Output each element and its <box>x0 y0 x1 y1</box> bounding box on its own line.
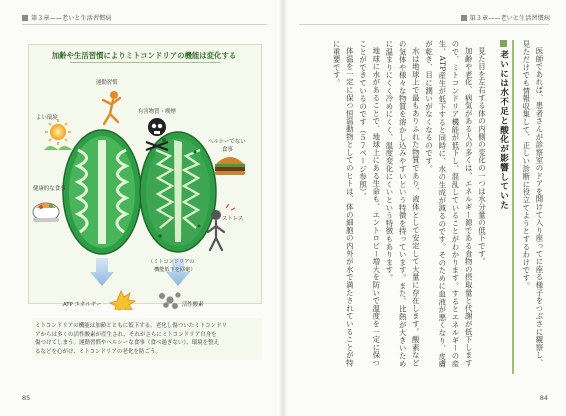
label-unhealthy-food-1: ヘルシーでない <box>208 139 246 145</box>
running-head-mark <box>461 15 467 21</box>
label-function-decline-1: （ミトコンドリアの <box>148 259 195 265</box>
atp-burst-icon <box>110 291 135 310</box>
page-number-left: 85 <box>22 394 31 402</box>
burger-icon <box>215 157 245 175</box>
label-stress: ストレス <box>222 216 244 222</box>
label-good-environment: よい環境 <box>36 115 58 121</box>
paragraph: 加齢や老化、病気がある人の多くは、エネルギー源である食物の摂取量と代謝が低下しますので、ミトコンドリア機能が低下し、混乱していることがわかります。するとエネルギーの産生、ATP産生が低下すると同時に、水の生成が減るのです。そのために血液が悪くなり、皮膚が乾き、目に潤いがなくなるのです。 <box>424 40 474 369</box>
label-healthy-diet: 健康的な食事 <box>33 186 66 192</box>
label-active-oxygen: 活性酸素 <box>182 302 204 308</box>
section-heading: 老いには水不足と酸化が影響していた <box>496 40 513 374</box>
paragraph: 水は地球上で最もありふれた物質であり、液体として安定して大量に存在します。酸素などの気体や様々な物質を溶かし込みやすいという特徴を持っています。また、比熱が大きいために温まりにくく冷めにくく、温度変化にくいという特徴もあります。 <box>384 40 421 368</box>
paragraph: 医師であれば、患者さんが診察室のドアを開けて入り座ってに座る様子をつぶさに観察し、見ただけでも情報収集して、正しい診断に役立てようとするわけです。 <box>521 40 544 368</box>
figure-caption <box>32 318 262 360</box>
label-unhealthy-food-2: 食事 <box>222 147 233 153</box>
mitochondria-diagram <box>0 0 283 310</box>
caption-line: ミトコンドリアの機能は加齢とともに低下する。老化し傷ついたミトコンドリ <box>35 323 228 329</box>
label-atp-energy: ATP エネルギー <box>63 302 102 308</box>
paragraph: 体温を一定に保つ恒温動物としてのヒトは、体の細胞の内外が水で満たされていることが特に重要です。 <box>332 40 355 368</box>
paragraph: 見た目を左右する体の内側の変化の一つは水分量の低下です。 <box>477 47 487 266</box>
header-rule <box>299 24 549 25</box>
label-function-decline-2: 機能低下を回避） <box>154 267 196 273</box>
atp-arrow <box>90 258 114 286</box>
label-harmful-substances: 有害物質・喫煙 <box>138 109 176 115</box>
right-page <box>283 0 566 416</box>
caption-line: アからは多くの活性酸素が産生され、それがさらにミトコンドリア自身を <box>35 331 217 338</box>
running-head-right: 第３章——老いと生活習慣病 <box>461 13 550 22</box>
paragraph: 地球に水があることで、地球上にある生命も、エントロピー増大を防いで温度を一定に保つことができているのです（５７ページ参照）。 <box>358 40 381 368</box>
healthy-mitochondrion <box>63 130 141 254</box>
heading-mark <box>500 40 507 47</box>
caption-line: 傷つけてしまう。運動習慣やヘルシーな食事（食べ過ぎない）、環境を整え <box>35 340 220 347</box>
label-exercise: 運動習慣 <box>96 80 118 86</box>
damaged-mitochondrion <box>140 132 216 252</box>
running-head-left: 第３章——老いと生活習慣病 <box>22 13 111 22</box>
exercise-icon <box>103 91 120 124</box>
sun-icon <box>44 119 72 150</box>
healthy-diet-icon <box>33 203 59 222</box>
ros-bubbles-icon <box>159 292 181 309</box>
body-text-vertical <box>314 40 546 374</box>
page-number-right: 84 <box>539 394 548 402</box>
caption-line: るなどを心がけ、ミトコンドリアの老化を防ごう。 <box>35 348 162 355</box>
figure-title: 加齢や生活習慣によりミトコンドリアの機能は変化する <box>51 51 237 60</box>
